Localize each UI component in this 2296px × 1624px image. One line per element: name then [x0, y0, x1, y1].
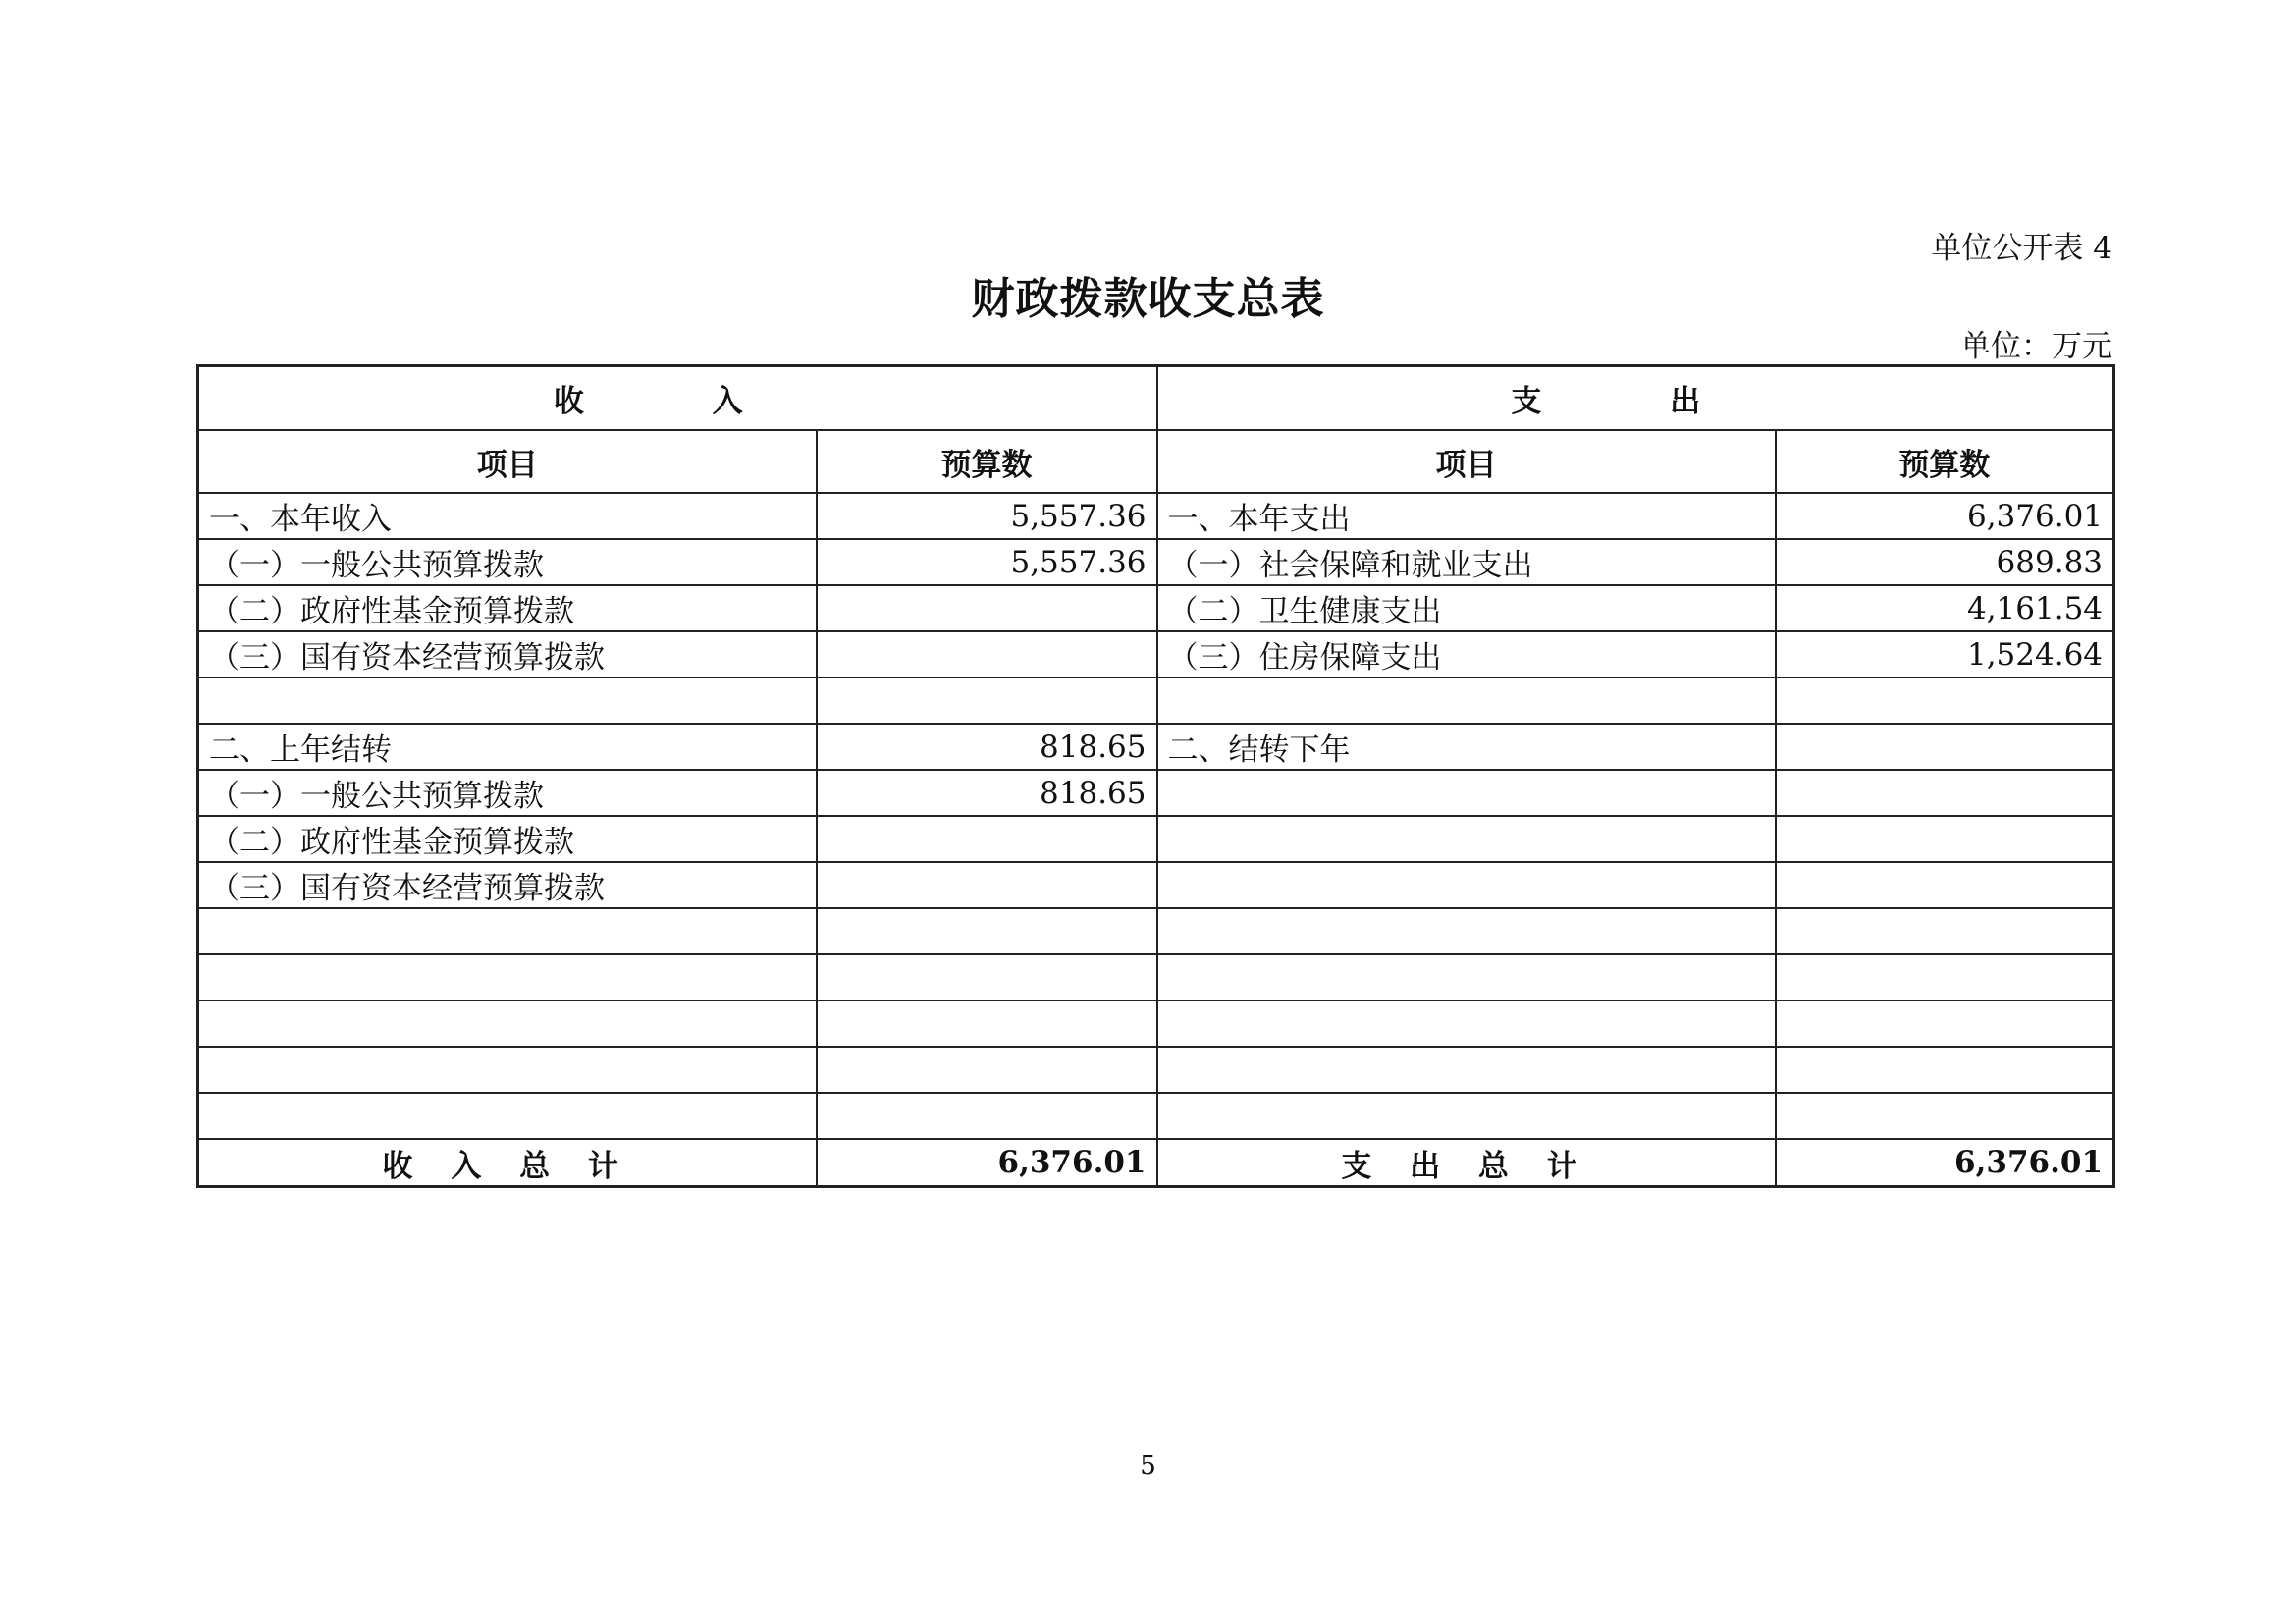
table-row: [198, 770, 2114, 816]
expense-value-cell: [1776, 677, 2114, 724]
income-item-cell: （三）国有资本经营预算拨款: [198, 862, 817, 908]
expense-value-cell: [1776, 1093, 2114, 1139]
expense-item-cell: [1157, 954, 1776, 1001]
income-value-cell: [817, 677, 1157, 724]
income-section-header: 收 入: [198, 366, 1157, 431]
expense-item-cell: [1157, 677, 1776, 724]
table-row: [198, 1001, 2114, 1047]
table-row: [198, 908, 2114, 954]
form-number: 单位公开表 4: [1931, 231, 2112, 266]
table-row: [198, 677, 2114, 724]
expense-item-header: 项目: [1157, 430, 1776, 493]
table-row: [198, 631, 2114, 677]
expense-total-label: 支 出 总 计: [1157, 1139, 1776, 1187]
expense-budget-header: 预算数: [1776, 430, 2114, 493]
income-item-cell: [198, 677, 817, 724]
expense-item-cell: [1157, 862, 1776, 908]
income-value-cell: [817, 585, 1157, 631]
table-row: [198, 585, 2114, 631]
income-value-cell: [817, 1047, 1157, 1093]
income-value-cell: [817, 631, 1157, 677]
income-total-label: 收 入 总 计: [198, 1139, 817, 1187]
income-value-cell: [817, 816, 1157, 862]
income-item-cell: （一）一般公共预算拨款: [198, 770, 817, 816]
income-total-value: 6,376.01: [817, 1139, 1157, 1187]
income-value-cell: 818.65: [817, 770, 1157, 816]
income-value-cell: [817, 862, 1157, 908]
expense-item-cell: [1157, 908, 1776, 954]
expense-value-cell: 6,376.01: [1776, 493, 2114, 539]
total-row: [198, 1139, 2114, 1187]
income-value-cell: [817, 1093, 1157, 1139]
table-row: [198, 1093, 2114, 1139]
table-row: [198, 954, 2114, 1001]
expense-value-cell: 4,161.54: [1776, 585, 2114, 631]
income-value-cell: [817, 908, 1157, 954]
budget-table: [196, 364, 2115, 1188]
expense-total-value: 6,376.01: [1776, 1139, 2114, 1187]
income-value-cell: [817, 1001, 1157, 1047]
expense-value-cell: 1,524.64: [1776, 631, 2114, 677]
page-title: 财政拨款收支总表: [971, 274, 1325, 324]
column-header-row: [198, 430, 2114, 493]
expense-item-cell: （一）社会保障和就业支出: [1157, 539, 1776, 585]
unit-label: 单位：万元: [1960, 329, 2112, 364]
expense-value-cell: [1776, 908, 2114, 954]
expense-value-cell: [1776, 862, 2114, 908]
table-row: [198, 724, 2114, 770]
income-item-cell: [198, 954, 817, 1001]
table-row: [198, 862, 2114, 908]
expense-item-cell: [1157, 1047, 1776, 1093]
expense-section-header: 支 出: [1157, 366, 2114, 431]
table-row: [198, 1047, 2114, 1093]
expense-value-cell: [1776, 816, 2114, 862]
expense-value-cell: [1776, 770, 2114, 816]
income-item-cell: 二、上年结转: [198, 724, 817, 770]
expense-item-cell: 二、结转下年: [1157, 724, 1776, 770]
income-value-cell: 5,557.36: [817, 493, 1157, 539]
income-item-cell: （三）国有资本经营预算拨款: [198, 631, 817, 677]
expense-item-cell: 一、本年支出: [1157, 493, 1776, 539]
table-row: [198, 493, 2114, 539]
expense-value-cell: [1776, 1001, 2114, 1047]
income-budget-header: 预算数: [817, 430, 1157, 493]
page-number: 5: [1140, 1451, 1156, 1481]
expense-value-cell: [1776, 724, 2114, 770]
table-row: [198, 539, 2114, 585]
income-item-cell: [198, 1001, 817, 1047]
income-value-cell: 5,557.36: [817, 539, 1157, 585]
expense-value-cell: [1776, 1047, 2114, 1093]
expense-value-cell: [1776, 954, 2114, 1001]
expense-item-cell: [1157, 770, 1776, 816]
income-item-cell: 一、本年收入: [198, 493, 817, 539]
income-item-cell: （二）政府性基金预算拨款: [198, 816, 817, 862]
expense-item-cell: [1157, 1001, 1776, 1047]
table-row: [198, 816, 2114, 862]
income-item-header: 项目: [198, 430, 817, 493]
expense-item-cell: （二）卫生健康支出: [1157, 585, 1776, 631]
expense-item-cell: （三）住房保障支出: [1157, 631, 1776, 677]
income-item-cell: [198, 1093, 817, 1139]
income-item-cell: [198, 1047, 817, 1093]
expense-item-cell: [1157, 816, 1776, 862]
section-header-row: [198, 366, 2114, 431]
income-value-cell: [817, 954, 1157, 1001]
income-item-cell: [198, 908, 817, 954]
expense-item-cell: [1157, 1093, 1776, 1139]
income-item-cell: （一）一般公共预算拨款: [198, 539, 817, 585]
expense-value-cell: 689.83: [1776, 539, 2114, 585]
income-item-cell: （二）政府性基金预算拨款: [198, 585, 817, 631]
income-value-cell: 818.65: [817, 724, 1157, 770]
